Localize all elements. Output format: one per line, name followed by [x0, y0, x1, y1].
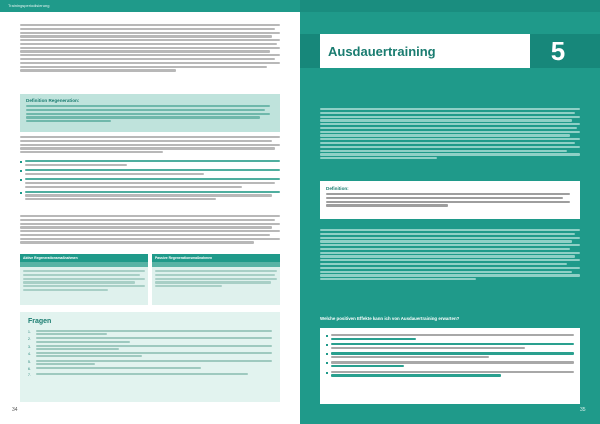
list-item [326, 334, 574, 340]
list-item: 2. [28, 337, 272, 342]
questions-block [20, 312, 280, 402]
definition-box [320, 181, 580, 219]
running-head-text: Trainingsperiodisierung [8, 3, 50, 8]
table-header: Aktive Regenerationsmaßnahmen [23, 255, 78, 260]
chapter-number: 5 [550, 35, 566, 66]
list-item: 4. [28, 352, 272, 357]
intro-paragraph [320, 108, 580, 159]
body-paragraph [320, 229, 580, 280]
list-item [20, 191, 280, 201]
table-column-passive [152, 254, 280, 306]
chapter-title-box [320, 34, 530, 68]
list-item: 7. [28, 373, 272, 377]
table-column-active [20, 254, 148, 306]
list-item: 1. [28, 330, 272, 335]
bullet-list [20, 160, 280, 203]
list-item [20, 178, 280, 188]
chapter-title: Ausdauertraining [328, 43, 436, 59]
list-item [326, 361, 574, 367]
definition-box [20, 94, 280, 132]
body-paragraph [20, 215, 280, 244]
list-item [20, 160, 280, 166]
table-header: Passive Regenerationsmaßnahmen [155, 255, 213, 260]
intro-paragraph [20, 24, 280, 72]
definition-title: Definition: [326, 186, 349, 191]
questions-list [28, 330, 272, 379]
list-item [20, 169, 280, 175]
definition-title: Definition Regeneration: [26, 98, 80, 103]
list-item: 5. [28, 360, 272, 365]
effects-box [320, 328, 580, 404]
list-item: 6. [28, 367, 272, 371]
running-head [0, 0, 300, 12]
questions-title: Fragen [28, 318, 52, 325]
list-item [326, 371, 574, 377]
question-heading: Welche positiven Effekte kann ich von Ausdauertraining erwarten? [320, 316, 460, 321]
list-item [326, 343, 574, 349]
running-head [300, 0, 600, 12]
page-number: 34 [12, 407, 18, 413]
right-page [300, 0, 600, 424]
body-paragraph [20, 136, 280, 153]
list-item [326, 352, 574, 358]
list-item: 3. [28, 345, 272, 350]
page-number: 35 [580, 407, 586, 413]
regeneration-table [20, 254, 280, 306]
